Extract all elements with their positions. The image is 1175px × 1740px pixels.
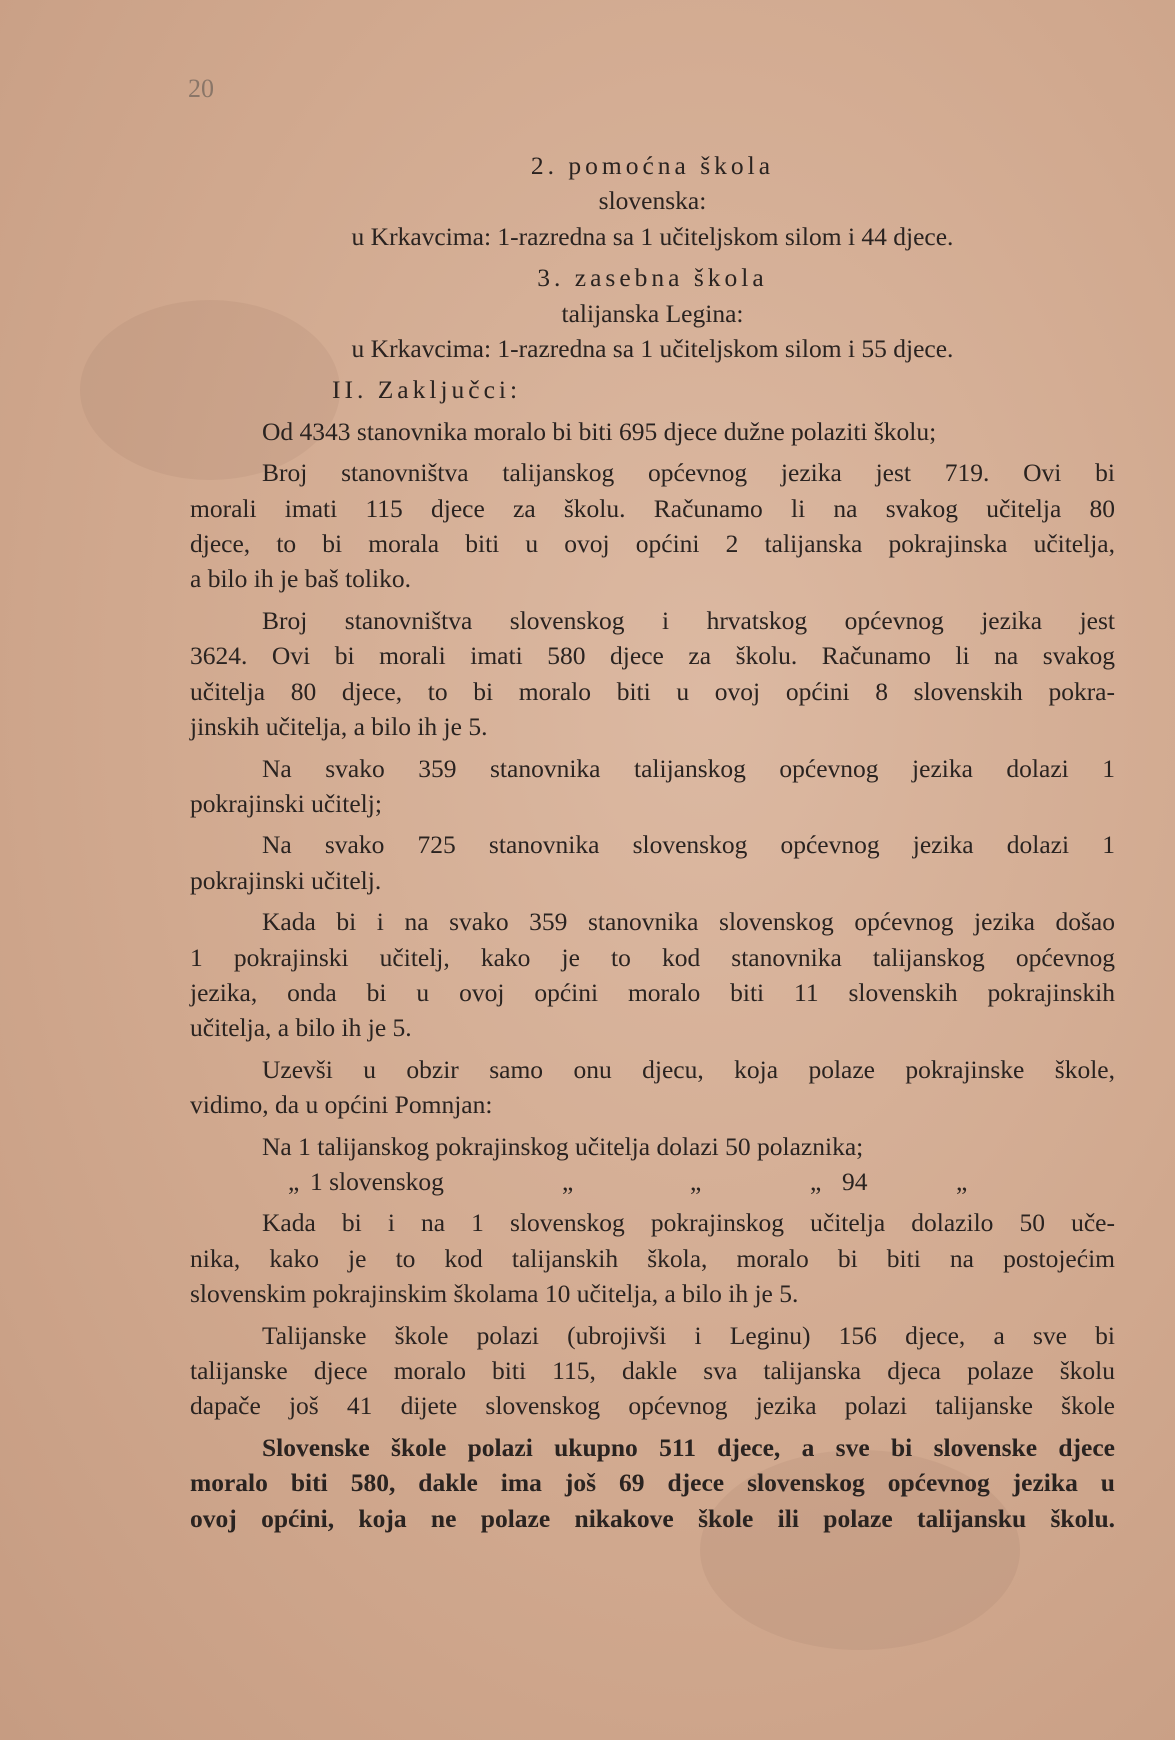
ditto-mark: „: [562, 1166, 574, 1196]
section-subheading-2: slovenska:: [598, 186, 707, 216]
paragraph: [190, 751, 1115, 822]
ditto-row: [190, 1164, 1115, 1199]
section-subheading-3: talijanska Legina:: [561, 298, 744, 328]
section-line-2: u Krkavcima: 1-razredna sa 1 učiteljskom silom i 44 djece.: [351, 221, 954, 251]
page-number: 20: [188, 74, 214, 103]
paragraph: [190, 1129, 1115, 1200]
ditto-mark: „: [956, 1166, 968, 1196]
paragraph: [190, 603, 1115, 745]
paragraph: [190, 827, 1115, 898]
paragraph-line: talijanske djece moralo biti 115, dakle sva talijanska djeca polaze školu: [190, 1355, 1115, 1385]
paragraph-line: Slovenske škole polazi ukupno 511 djece, a sve bi slovenske djece: [262, 1432, 1115, 1462]
paragraph-line: slovenskim pokrajinskim školama 10 učitelja, a bilo ih je 5.: [190, 1279, 799, 1309]
section-line-3: u Krkavcima: 1-razredna sa 1 učiteljskom silom i 55 djece.: [351, 334, 954, 364]
paragraph-line: jinskih učitelja, a bilo ih je 5.: [190, 712, 488, 742]
ditto-number: 94: [842, 1166, 868, 1196]
paragraph-line: Na 1 talijanskog pokrajinskog učitelja dolazi 50 polaznika;: [262, 1131, 864, 1161]
paragraph-line: učitelja, a bilo ih je 5.: [190, 1013, 412, 1043]
paragraph: [190, 414, 1115, 449]
ditto-mark: „: [690, 1166, 702, 1196]
paragraph-line: Broj stanovništva slovenskog i hrvatskog općevnog jezika jest: [262, 605, 1115, 635]
ditto-text: 1 slovenskog: [310, 1166, 444, 1196]
paragraph-line: Kada bi i na 1 slovenskog pokrajinskog učitelja dolazilo 50 uče-: [262, 1208, 1115, 1238]
paragraph: [190, 1052, 1115, 1123]
paragraph-line: Broj stanovništva talijanskog općevnog jezika jest 719. Ovi bi: [262, 458, 1115, 488]
ditto-mark: „: [288, 1166, 300, 1196]
paragraph-line: a bilo ih je baš toliko.: [190, 564, 411, 594]
paragraph-line: Kada bi i na svako 359 stanovnika slovenskog općevnog jezika došao: [262, 907, 1115, 937]
paragraph-line: Uzevši u obzir samo onu djecu, koja polaze pokrajinske škole,: [262, 1054, 1115, 1084]
conclusions-heading: II. Zaključci:: [332, 375, 522, 405]
section-heading-3: 3. zasebna škola: [537, 263, 768, 293]
paragraph-line: moralo biti 580, dakle ima još 69 djece slovenskog općevnog jezika u: [190, 1468, 1115, 1498]
paragraph: [190, 904, 1115, 1046]
paragraph-line: djece, to bi morala biti u ovoj općini 2 talijanska pokrajinska učitelja,: [190, 529, 1115, 559]
paragraph-line: Talijanske škole polazi (ubrojivši i Leginu) 156 djece, a sve bi: [262, 1320, 1115, 1350]
paragraph-line: pokrajinski učitelj.: [190, 865, 382, 895]
paragraph-line: nika, kako je to kod talijanskih škola, moralo bi biti na postojećim: [190, 1243, 1115, 1273]
paragraph-line: jezika, onda bi u ovoj općini moralo biti 11 slovenskih pokrajinskih: [190, 977, 1115, 1007]
paragraph-line: Na svako 359 stanovnika talijanskog općevnog jezika dolazi 1: [262, 753, 1115, 783]
ditto-mark: „: [810, 1166, 822, 1196]
paragraph-line: Od 4343 stanovnika moralo bi biti 695 djece dužne polaziti školu;: [262, 416, 937, 446]
section-heading-2: 2. pomoćna škola: [530, 151, 775, 180]
paragraph: [190, 1318, 1115, 1424]
paragraph-line: vidimo, da u općini Pomnjan:: [190, 1090, 493, 1120]
paragraph-line: morali imati 115 djece za školu. Računamo li na svakog učitelja 80: [190, 493, 1115, 523]
paragraph-line: pokrajinski učitelj;: [190, 788, 382, 818]
paragraph-line: 1 pokrajinski učitelj, kako je to kod stanovnika talijanskog općevnog: [190, 942, 1115, 972]
paragraph-line: Na svako 725 stanovnika slovenskog općevnog jezika dolazi 1: [262, 830, 1115, 860]
paragraph-line: učitelja 80 djece, to bi moralo biti u ovoj općini 8 slovenskih pokra-: [190, 676, 1115, 706]
paragraph: [190, 455, 1115, 597]
paragraph: [190, 1430, 1115, 1536]
document-body: [190, 148, 1115, 1536]
paragraph-line: 3624. Ovi bi morali imati 580 djece za školu. Računamo li na svakog: [190, 641, 1115, 671]
paragraph-line: ovoj općini, koja ne polaze nikakove škole ili polaze talijansku školu.: [190, 1503, 1115, 1533]
paragraph: [190, 1205, 1115, 1311]
paragraph-line: dapače još 41 dijete slovenskog općevnog jezika polazi talijanske škole: [190, 1391, 1115, 1421]
